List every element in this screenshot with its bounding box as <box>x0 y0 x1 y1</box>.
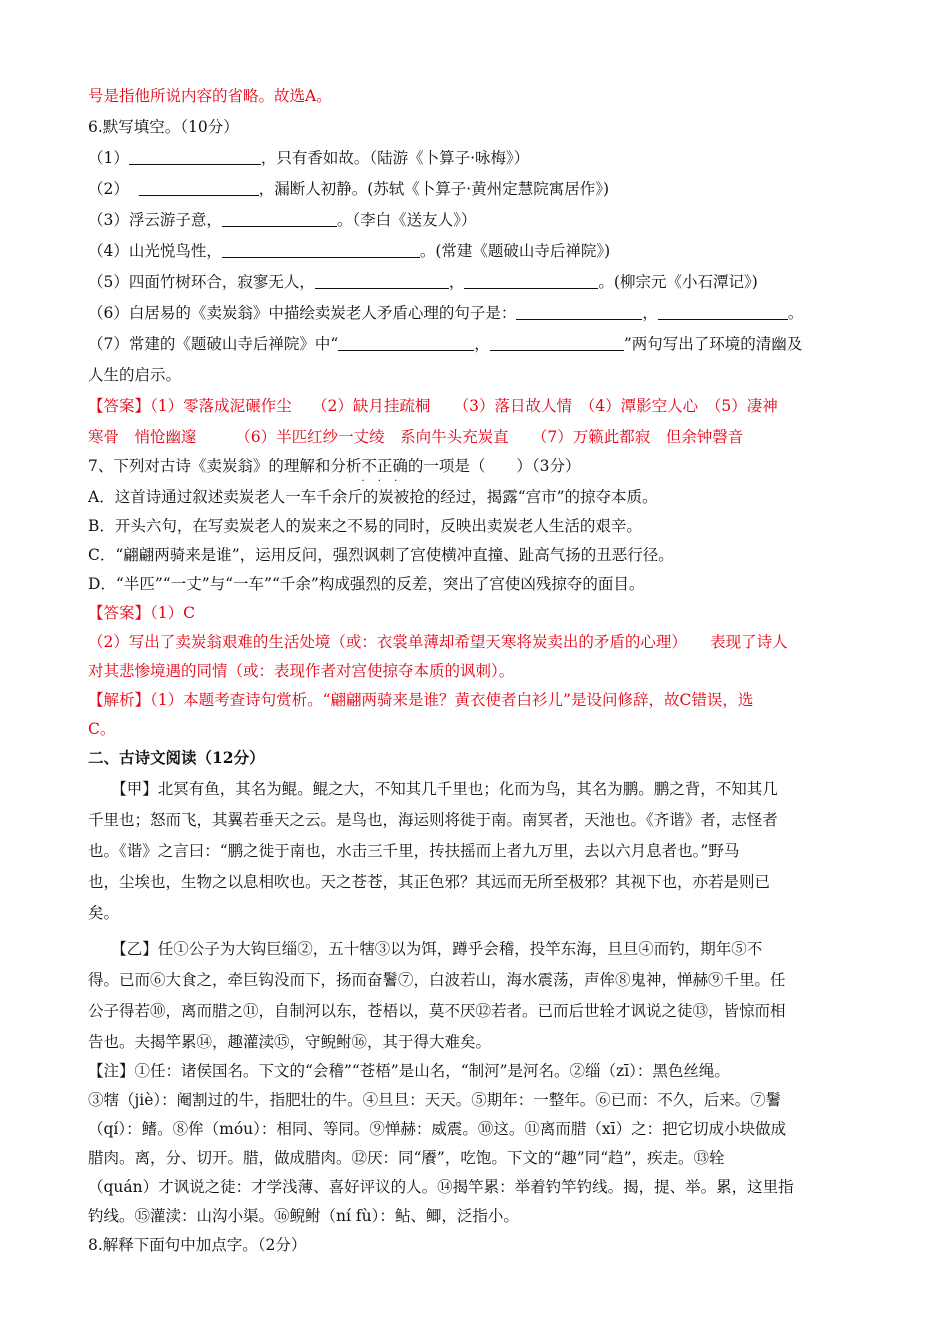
fill-blank[interactable] <box>658 304 788 320</box>
q6-answer-line-2: 寒骨 悄怆幽邃 （6）半匹红纱一丈绫 系向牛头充炭直 （7）万籁此都寂 但余钟磬音 <box>88 428 744 446</box>
fill-blank[interactable] <box>516 304 642 320</box>
q7-option-a: A．这首诗通过叙述卖炭老人一车千余斤的炭被抢的经过，揭露“宫市”的掠夺本质。 <box>88 488 658 506</box>
q6-item-3: （3）浮云游子意， 。（李白《送友人》） <box>88 211 477 229</box>
prev-answer-tail: 号是指他所说内容的省略。故选A。 <box>88 87 332 105</box>
question-7-title: 7、下列对古诗《卖炭翁》的理解和分析不正确 · · · 的一项是（ ）（3分） <box>88 456 581 476</box>
fill-blank[interactable] <box>315 273 449 289</box>
fill-blank[interactable] <box>464 273 598 289</box>
q6-item-2: （2） ，漏断人初静。(苏轼《卜算子·黄州定慧院寓居作》) <box>88 180 610 198</box>
notes-line: 【注】①任：诸侯国名。下文的“会稽”“苍梧”是山名，“制河”是河名。②缁（zī）：黑色丝绳。 <box>88 1062 730 1080</box>
passage-jia-line: 也，尘埃也，生物之以息相吹也。天之苍苍，其正色邪？其远而无所至极邪？其视下也，亦若是则已 <box>88 873 771 891</box>
passage-yi-line: 得。已而⑥大食之，牵巨钩没而下，扬而奋鬐⑦，白波若山，海水震荡，声侔⑧鬼神，惮赫⑨千里。任 <box>88 971 786 989</box>
q6-item-7-cont: 人生的启示。 <box>88 366 182 384</box>
emphasis-text: 不正确 · · · <box>361 456 408 476</box>
q7-answer-1: 【答案】（1）C <box>88 604 195 622</box>
q7-answer-2: （2）写出了卖炭翁艰难的生活处境（或：衣裳单薄却希望天寒将炭卖出的矛盾的心理） 表现了诗人 <box>88 633 788 651</box>
q6-item-5: （5）四面竹树环合，寂寥无人， ， 。(柳宗元《小石潭记》) <box>88 273 758 291</box>
section-2-heading: 二、古诗文阅读（12分） <box>88 748 265 767</box>
q7-option-d: D．“半匹”“一丈”与“一车”“千余”构成强烈的反差，突出了宫使凶残掠夺的面目。 <box>88 575 645 593</box>
q7-analysis: 【解析】（1）本题考查诗句赏析。“翩翩两骑来是谁？黄衣使者白衫儿”是设问修辞，故C错误，选 <box>88 691 754 709</box>
passage-jia-line: 千里也；怒而飞，其翼若垂天之云。是鸟也，海运则将徙于南。南冥者，天池也。《齐谐》者，志怪者 <box>88 811 778 829</box>
q6-item-1: （1） ，只有香如故。（陆游《卜算子·咏梅》） <box>88 149 530 167</box>
fill-blank[interactable] <box>129 149 261 165</box>
q7-analysis-cont: C。 <box>88 720 116 738</box>
q6-item-4: （4）山光悦鸟性， 。(常建《题破山寺后禅院》) <box>88 242 611 260</box>
notes-line: （quán）才讽说之徒：才学浅薄、喜好评议的人。⑭揭竿累：举着钓竿钓线。揭，提、举。累，这里指 <box>88 1178 794 1196</box>
fill-blank[interactable] <box>139 180 259 196</box>
q6-answer-line-1: 【答案】（1）零落成泥碾作尘 （2）缺月挂疏桐 （3）落日故人情 （4）潭影空人心 （5）凄神 <box>88 397 778 415</box>
fill-blank[interactable] <box>222 211 337 227</box>
fill-blank[interactable] <box>222 242 420 258</box>
q7-option-b: B．开头六句，在写卖炭老人的炭来之不易的同时，反映出卖炭老人生活的艰辛。 <box>88 517 642 535</box>
passage-jia-line: 矣。 <box>88 904 120 922</box>
passage-jia-line: 也。《谐》之言曰：“鹏之徙于南也，水击三千里，抟扶摇而上者九万里，去以六月息者也。”野马 <box>88 842 740 860</box>
passage-jia-line: 【甲】北冥有鱼，其名为鲲。鲲之大，不知其几千里也；化而为鸟，其名为鹏。鹏之背，不知其几 <box>88 780 778 798</box>
fill-blank[interactable] <box>490 335 624 351</box>
notes-line: （qí）：鳍。⑧侔（móu）：相同、等同。⑨惮赫：威震。⑩这。⑪离而腊（xī）之：把它切成小块做成 <box>88 1120 787 1138</box>
question-6-title: 6.默写填空。（10分） <box>88 118 239 136</box>
q7-answer-2-cont: 对其悲惨境遇的同情（或：表现作者对宫使掠夺本质的讽刺）。 <box>88 662 515 680</box>
q7-option-c: C．“翩翩两骑来是谁”，运用反问，强烈讽刺了宫使横冲直撞、趾高气扬的丑恶行径。 <box>88 546 674 564</box>
question-8-title: 8.解释下面句中加点字。（2分） <box>88 1236 307 1254</box>
emphasis-dots: · · · <box>361 476 403 487</box>
notes-line: 钓线。⑮灌渎：山沟小渠。⑯鲵鲋（ní fù）：鲇、鲫，泛指小。 <box>88 1207 519 1225</box>
q6-item-7: （7）常建的《题破山寺后禅院》中“ ， ”两句写出了环境的清幽及 <box>88 335 803 353</box>
passage-yi-line: 告也。夫揭竿累⑭，趣灌渎⑮，守鲵鲋⑯，其于得大难矣。 <box>88 1033 492 1051</box>
notes-line: ③犗（jiè）：阉割过的牛，指肥壮的牛。④旦旦：天天。⑤期年：一整年。⑥已而：不久，后来。⑦鬐 <box>88 1091 782 1109</box>
q6-item-6: （6）白居易的《卖炭翁》中描绘卖炭老人矛盾心理的句子是： ， 。 <box>88 304 804 322</box>
notes-line: 腊肉。离，分、切开。腊，做成腊肉。⑫厌：同“餍”，吃饱。下文的“趣”同“趋”，疾走。⑬辁 <box>88 1149 725 1167</box>
fill-blank[interactable] <box>338 335 474 351</box>
passage-yi-line: 【乙】任①公子为大钩巨缁②，五十犗③以为饵，蹲乎会稽，投竿东海，旦旦④而钓，期年⑤不 <box>88 940 763 958</box>
passage-yi-line: 公子得若⑩，离而腊之⑪，自制河以东，苍梧以，莫不厌⑫若者。已而后世辁才讽说之徒⑬，皆惊而相 <box>88 1002 786 1020</box>
